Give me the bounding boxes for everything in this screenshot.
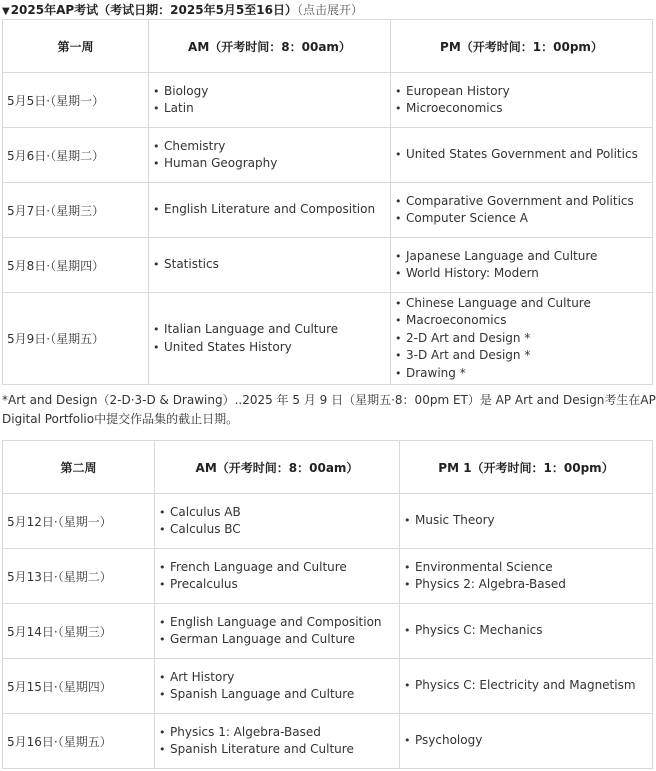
table-row [3, 714, 653, 769]
expand-hint[interactable]: （点击展开） [296, 3, 363, 17]
list-item: • Human Geography [153, 155, 389, 173]
am-exams [155, 604, 400, 659]
table-row [3, 128, 653, 183]
list-item: • Physics C: Mechanics [404, 622, 651, 640]
am-exams [155, 549, 400, 604]
week1-schedule-table [2, 19, 653, 385]
exam-date: 5月6日·（星期二） [3, 128, 149, 183]
am-exams [149, 128, 391, 183]
list-item: • Spanish Literature and Culture [159, 741, 398, 759]
table-row [3, 604, 653, 659]
list-item: • United States Government and Politics [395, 146, 651, 164]
section-title: 2025年AP考试（考试日期：2025年5月5至16日） [10, 3, 297, 17]
week2-schedule-table [2, 440, 653, 769]
table-row [3, 494, 653, 549]
list-item: • Latin [153, 100, 389, 118]
exam-date: 5月13日·（星期二） [3, 549, 155, 604]
list-item: • Psychology [404, 732, 651, 750]
pm-header: PM 1（开考时间：1：00pm） [400, 441, 653, 494]
list-item: • Calculus AB [159, 504, 398, 522]
list-item: • Computer Science A [395, 210, 651, 228]
pm-exams [400, 659, 653, 714]
list-item: • Physics 1: Algebra-Based [159, 724, 398, 742]
pm-exams [400, 549, 653, 604]
am-exams [155, 714, 400, 769]
list-item: • Physics 2: Algebra-Based [404, 576, 651, 594]
table-header-row [3, 20, 653, 73]
list-item: • Music Theory [404, 512, 651, 530]
collapsible-section-header[interactable] [2, 2, 363, 20]
exam-date: 5月12日·（星期一） [3, 494, 155, 549]
table-row [3, 549, 653, 604]
list-item: • Drawing * [395, 365, 651, 383]
list-item: • Statistics [153, 256, 389, 274]
exam-date: 5月15日·（星期四） [3, 659, 155, 714]
exam-date: 5月7日·（星期三） [3, 183, 149, 238]
expand-triangle-icon[interactable]: ▼ [2, 6, 10, 17]
exam-date: 5月9日·（星期五） [3, 293, 149, 385]
week-header: 第二周 [3, 441, 155, 494]
table-row [3, 73, 653, 128]
pm-exams [391, 73, 653, 128]
pm-exams [391, 183, 653, 238]
list-item: • Physics C: Electricity and Magnetism [404, 677, 651, 695]
exam-date: 5月16日·（星期五） [3, 714, 155, 769]
list-item: • French Language and Culture [159, 559, 398, 577]
list-item: • Art History [159, 669, 398, 687]
list-item: • Biology [153, 83, 389, 101]
pm-exams [391, 238, 653, 293]
list-item: • Chemistry [153, 138, 389, 156]
table-row [3, 183, 653, 238]
table-header-row [3, 441, 653, 494]
pm-exams [400, 714, 653, 769]
pm-exams [391, 293, 653, 385]
table-row [3, 293, 653, 385]
list-item: • German Language and Culture [159, 631, 398, 649]
list-item: • English Language and Composition [159, 614, 398, 632]
am-exams [149, 293, 391, 385]
art-design-footnote: *Art and Design（2-D·3-D & Drawing）..2025 年 5 月 9 日（星期五·8：00pm ET）是 AP Art and Design考生在AP Digital Portfolio中提交作品集的截止日期。 [2, 393, 656, 426]
pm-exams [400, 604, 653, 659]
list-item: • Japanese Language and Culture [395, 248, 651, 266]
list-item: • Microeconomics [395, 100, 651, 118]
pm-exams [400, 494, 653, 549]
list-item: • 2-D Art and Design * [395, 330, 651, 348]
pm-exams [391, 128, 653, 183]
list-item: • Spanish Language and Culture [159, 686, 398, 704]
list-item: • European History [395, 83, 651, 101]
am-header: AM（开考时间：8：00am） [149, 20, 391, 73]
list-item: • Macroeconomics [395, 312, 651, 330]
list-item: • Chinese Language and Culture [395, 295, 651, 313]
list-item: • Precalculus [159, 576, 398, 594]
am-exams [149, 238, 391, 293]
table-row [3, 659, 653, 714]
table-row [3, 238, 653, 293]
list-item: • Comparative Government and Politics [395, 193, 651, 211]
am-exams [155, 659, 400, 714]
exam-date: 5月5日·（星期一） [3, 73, 149, 128]
list-item: • Environmental Science [404, 559, 651, 577]
list-item: • Calculus BC [159, 521, 398, 539]
week-header: 第一周 [3, 20, 149, 73]
list-item: • 3-D Art and Design * [395, 347, 651, 365]
list-item: • English Literature and Composition [153, 201, 389, 219]
am-exams [149, 73, 391, 128]
exam-date: 5月14日·（星期三） [3, 604, 155, 659]
exam-date: 5月8日·（星期四） [3, 238, 149, 293]
am-exams [155, 494, 400, 549]
list-item: • United States History [153, 339, 389, 357]
am-header: AM（开考时间：8：00am） [155, 441, 400, 494]
list-item: • World History: Modern [395, 265, 651, 283]
list-item: • Italian Language and Culture [153, 321, 389, 339]
pm-header: PM（开考时间：1：00pm） [391, 20, 653, 73]
am-exams [149, 183, 391, 238]
